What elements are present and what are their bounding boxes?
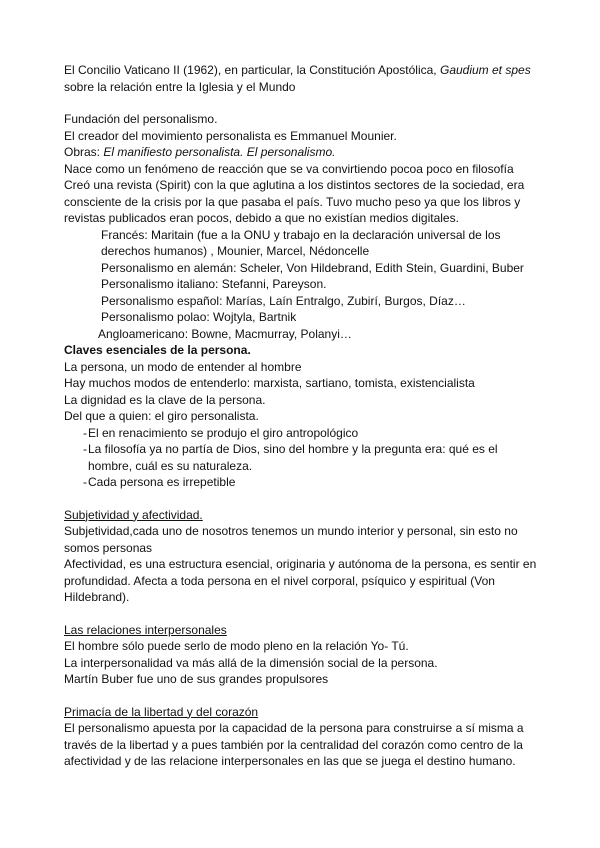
intro-italic-title: Gaudium et spes: [439, 63, 531, 77]
relaciones-line: El hombre sólo puede serlo de modo pleno en la relación Yo- Tú.: [64, 639, 409, 653]
dash-marker: -: [83, 425, 87, 440]
dash-marker: -: [83, 442, 87, 456]
obras-titles: El manifiesto personalista. El personalismo.: [103, 145, 336, 159]
primacia-heading: Primacía de la libertad y del corazón: [64, 704, 259, 719]
relaciones-heading: Las relaciones interpersonales: [64, 622, 227, 637]
list-item-text: El en renacimiento se produjo el giro antropológico: [88, 425, 359, 440]
subjetividad-paragraph: Subjetividad,cada uno de nosotros tenemos un mundo interior y personal, sin esto no somos personas: [64, 524, 518, 555]
intro-text-end: sobre la relación entre la Iglesia y el Mundo: [64, 79, 296, 94]
document-page: [64, 62, 544, 770]
school-item: Personalismo italiano: Stefanni, Pareyson.: [101, 277, 327, 291]
school-item: Francés: Maritain (fue a la ONU y trabajo en la declaración universal de los derechos humanos) , Mounier, Marcel, Nédoncelle: [101, 227, 501, 258]
relaciones-line: La interpersonalidad va más allá de la dimensión social de la persona.: [64, 655, 438, 670]
primacia-paragraph: El personalismo apuesta por la capacidad de la persona para construirse a sí misma a través de la libertad y a pues también por la centralidad del corazón como centro de la afectividad y de las relacione interpersonales en las que se juega el destino humano.: [64, 721, 524, 768]
fundacion-creator: El creador del movimiento personalista es Emmanuel Mounier.: [64, 128, 397, 143]
fundacion-obras: [64, 144, 544, 161]
intro-text-start: El Concilio Vaticano II (1962), en particular, la Constitución Apostólica,: [64, 63, 440, 77]
claves-bullet-list: [64, 425, 544, 491]
school-item: Personalismo polao: Wojtyla, Bartnik: [101, 310, 297, 324]
school-item: Personalismo en alemán: Scheler, Von Hildebrand, Edith Stein, Guardini, Buber: [101, 260, 524, 275]
schools-list: [64, 227, 544, 343]
claves-line: Del que a quien: el giro personalista.: [64, 409, 259, 423]
dash-marker: -: [83, 475, 87, 489]
intro-paragraph: [64, 62, 544, 95]
relaciones-line: Martín Buber fue uno de sus grandes propulsores: [64, 672, 329, 686]
fundacion-heading: Fundación del personalismo.: [64, 112, 218, 126]
claves-line: La dignidad es la clave de la persona.: [64, 392, 266, 407]
claves-line: Hay muchos modos de entenderlo: marxista, sartiano, tomista, existencialista: [64, 376, 475, 390]
school-item: Personalismo español: Marías, Laín Entralgo, Zubirí, Burgos, Díaz…: [101, 293, 466, 308]
afectividad-paragraph: Afectividad, es una estructura esencial, originaria y autónoma de la persona, es sentir en profundidad. Afecta a toda persona en el nivel corporal, psíquico y espiritual (Von Hildebrand).: [64, 557, 537, 604]
fundacion-paragraph-2: Creó una revista (Spirit) con la que aglutina a los distintos sectores de la sociedad, era consciente de la crisis por la que pasaba el país. Tuvo mucho peso ya que los libros y revistas publicados eran pocos, debido a que no existían medios digitales.: [64, 178, 525, 225]
school-item: Angloamericano: Bowne, Macmurray, Polanyi…: [98, 326, 352, 341]
list-item: [64, 425, 544, 442]
list-item: [64, 474, 544, 491]
list-item: [64, 441, 544, 474]
claves-line: La persona, un modo de entender al hombre: [64, 359, 302, 374]
subjetividad-heading: Subjetividad y afectividad.: [64, 507, 203, 522]
list-item-text: La filosofía ya no partía de Dios, sino del hombre y la pregunta era: qué es el hombre, cuál es su naturaleza.: [88, 442, 498, 473]
obras-label: Obras:: [64, 145, 104, 159]
claves-heading: Claves esenciales de la persona.: [64, 343, 251, 357]
fundacion-paragraph-1: Nace como un fenómeno de reacción que se va convirtiendo pocoa poco en filosofía: [64, 161, 514, 176]
list-item-text: Cada persona es irrepetible: [88, 475, 236, 489]
